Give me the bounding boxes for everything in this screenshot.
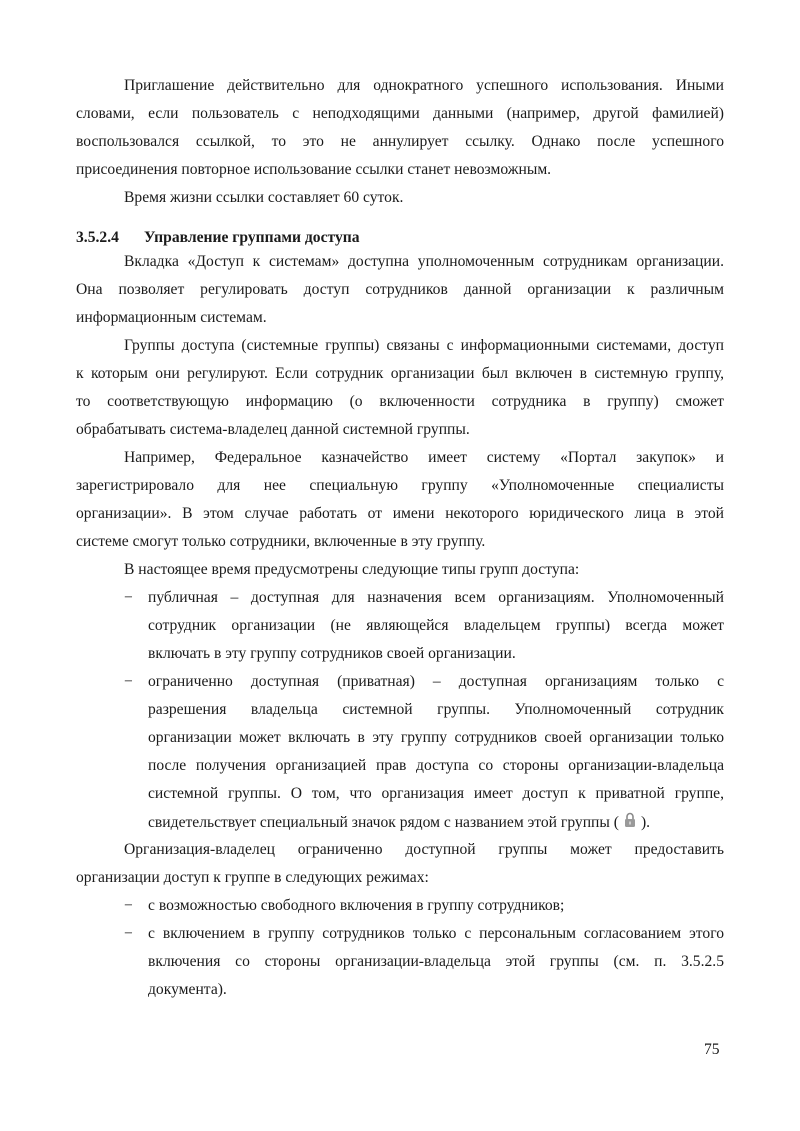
page-number: 75 [704,1041,720,1058]
list-bullet: − [124,673,133,690]
list-bullet: − [124,897,133,914]
paragraph-line: словами, если пользователь с неподходящими данными (например, другой фамилией) [76,105,724,122]
paragraph-line: то соответствующую информацию (о включенности сотрудника в группу) сможет [76,393,724,410]
list-item-line: публичная – доступная для назначения всем организациям. Уполномоченный [148,589,724,606]
list-item-line [148,812,650,832]
paragraph-line: Например, Федеральное казначейство имеет систему «Портал закупок» и [124,449,724,466]
section-number: 3.5.2.4 [76,229,119,246]
paragraph-line: системе смогут только сотрудники, включенные в эту группу. [76,533,486,550]
list-bullet: − [124,925,133,942]
paragraph-line: Время жизни ссылки составляет 60 суток. [124,189,404,206]
paragraph-line: воспользовался ссылкой, то это не аннулирует ссылку. Однако после успешного [76,133,724,150]
list-item-line: сотрудник организации (не являющейся владельцем группы) всегда может [148,617,724,634]
list-item-line: организации может включать в эту группу сотрудников своей организации только [148,729,724,746]
list-item-line: ограниченно доступная (приватная) – доступная организациям только с [148,673,724,690]
list-item-text: ). [640,814,651,831]
list-item-line: включения со стороны организации-владельца этой группы (см. п. 3.5.2.5 [148,953,724,970]
list-item-line: системной группы. О том, что организация имеет доступ к приватной группе, [148,785,724,802]
paragraph-line: обрабатывать система-владелец данной системной группы. [76,421,470,438]
list-item-line: с возможностью свободного включения в группу сотрудников; [148,897,565,914]
list-bullet: − [124,589,133,606]
paragraph-line: организации доступ к группе в следующих режимах: [76,869,429,886]
paragraph-line: Организация-владелец ограниченно доступной группы может предоставить [124,841,724,858]
paragraph-line: Группы доступа (системные группы) связаны с информационными системами, доступ [124,337,724,354]
paragraph-line: информационным системам. [76,309,267,326]
lock-icon [623,812,637,828]
list-item-line: документа). [148,981,227,998]
list-item-line: с включением в группу сотрудников только с персональным согласованием этого [148,925,724,942]
paragraph-line: зарегистрировало для нее специальную группу «Уполномоченные специалисты [76,477,724,494]
paragraph-line: к которым они регулируют. Если сотрудник организации был включен в системную группу, [76,365,724,382]
paragraph-line: Вкладка «Доступ к системам» доступна уполномоченным сотрудникам организации. [124,253,724,270]
list-item-line: после получения организацией прав доступа со стороны организации-владельца [148,757,724,774]
paragraph-line: Она позволяет регулировать доступ сотрудников данной организации к различным [76,281,724,298]
list-item-line: разрешения владельца системной группы. Уполномоченный сотрудник [148,701,724,718]
paragraph-line: организации». В этом случае работать от имени некоторого юридического лица в этой [76,505,724,522]
paragraph-line: В настоящее время предусмотрены следующие типы групп доступа: [124,561,580,578]
paragraph-line: Приглашение действительно для однократного успешного использования. Иными [124,77,724,94]
list-item-line: включать в эту группу сотрудников своей организации. [148,645,516,662]
paragraph-line: присоединения повторное использование ссылки станет невозможным. [76,161,552,178]
list-item-text: свидетельствует специальный значок рядом с названием этой группы ( [148,814,619,831]
section-title: Управление группами доступа [144,229,360,246]
